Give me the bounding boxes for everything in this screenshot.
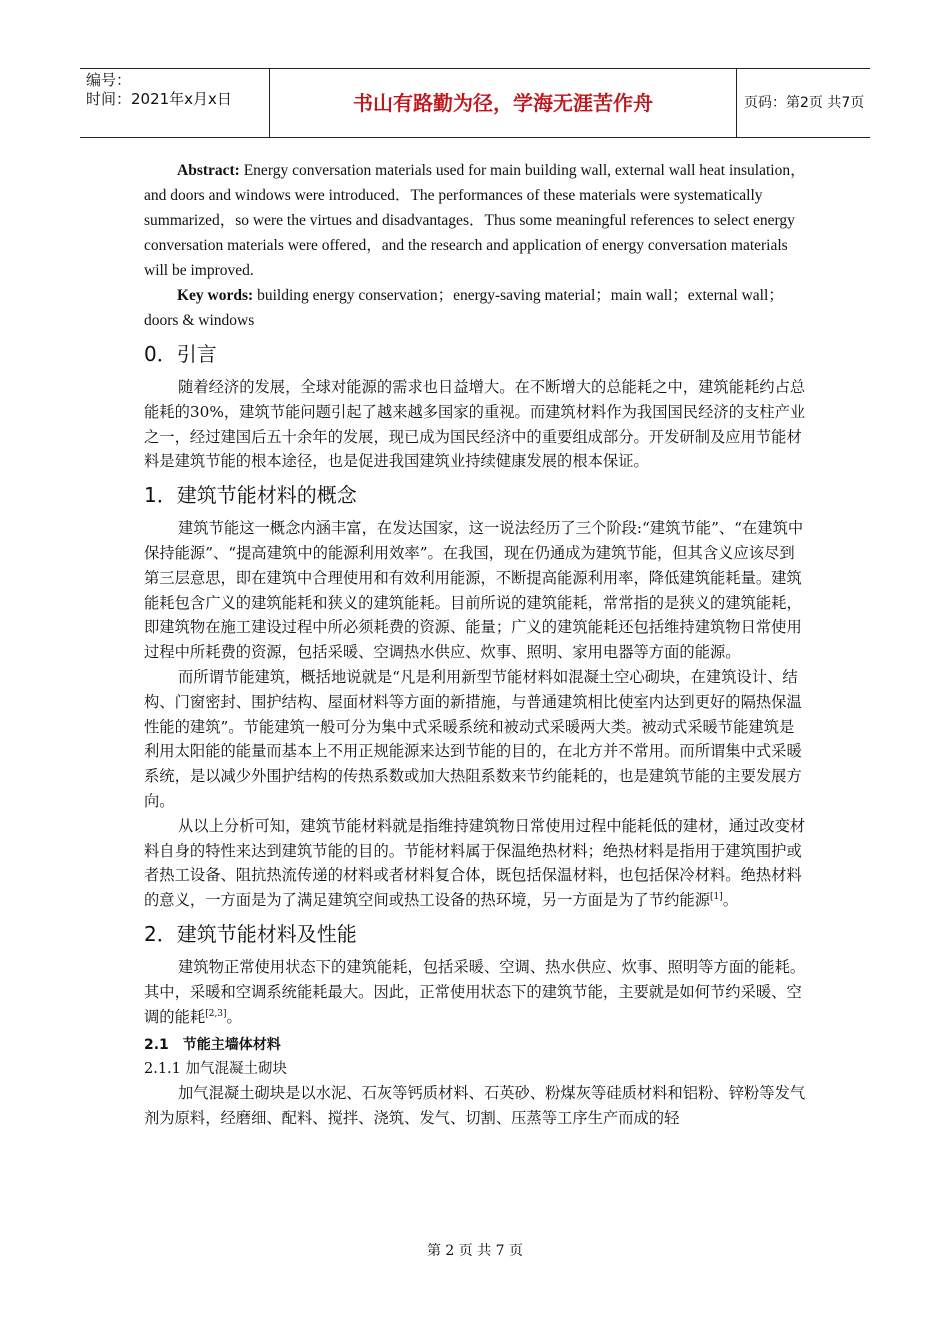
section-0-paragraph: 随着经济的发展，全球对能源的需求也日益增大。在不断增大的总能耗之中，建筑能耗约占总能耗的30%，建筑节能问题引起了越来越多国家的重视。而建筑材料作为我国国民经济的支柱产业之一，经过建国后五十余年的发展，现已成为国民经济中的重要组成部分。开发研制及应用节能材料是建筑节能的根本途径，也是促进我国建筑业持续健康发展的根本保证。 bbox=[144, 378, 806, 471]
page-footer: 第 2 页 共 7 页 bbox=[426, 1243, 524, 1259]
page-header bbox=[80, 68, 870, 138]
keywords-text: building energy conservation；energy-saving material；main wall；external wall；doors & windows bbox=[144, 287, 784, 329]
section-2-title: 2．建筑节能材料及性能 bbox=[144, 921, 357, 946]
s1p3-text: 从以上分析可知，建筑节能材料就是指维持建筑物日常使用过程中能耗低的建材，通过改变材料自身的特性来达到建筑节能的目的。节能材料属于保温绝热材料；绝热材料是指用于建筑围护或者热工设备、阻抗热流传递的材料或者材料复合体，既包括保温材料，也包括保冷材料。绝热材料的意义，一方面是为了满足建筑空间或热工设备的热环境，另一方面是为了节约能源 bbox=[144, 816, 806, 910]
subsection-2-1-title: 2.1 节能主墙体材料 bbox=[144, 1037, 281, 1054]
citation-2-3: [2,3] bbox=[205, 1008, 227, 1019]
section-2-paragraph-1 bbox=[144, 955, 809, 1029]
section-1-title: 1．建筑节能材料的概念 bbox=[144, 483, 357, 508]
abstract-label: Abstract: bbox=[177, 162, 240, 179]
document-body bbox=[144, 158, 809, 1131]
s2p1-end: 。 bbox=[226, 1007, 242, 1026]
section-1-paragraph-3 bbox=[144, 814, 809, 913]
section-0-title: 0．引言 bbox=[144, 342, 217, 366]
abstract bbox=[144, 158, 809, 283]
keywords-label: Key words: bbox=[177, 287, 254, 304]
keywords bbox=[144, 283, 809, 333]
header-motto: 书山有路勤为径，学海无涯苦作舟 bbox=[270, 69, 737, 137]
section-2-paragraph-2: 加气混凝土砌块是以水泥、石灰等钙质材料、石英砂、粉煤灰等硅质材料和铝粉、锌粉等发气剂为原料，经磨细、配料、搅拌、浇筑、发气、切割、压蒸等工序生产而成的轻 bbox=[144, 1084, 806, 1128]
subsection-2-1-1-title: 2.1.1 加气混凝土砌块 bbox=[144, 1061, 288, 1078]
section-1-paragraph-2: 而所谓节能建筑，概括地说就是“凡是利用新型节能材料如混凝土空心砌块，在建筑设计、结构、门窗密封、围护结构、屋面材料等方面的新措施，与普通建筑相比使室内达到更好的隔热保温性能的建筑”。节能建筑一般可分为集中式采暖系统和被动式采暖两大类。被动式采暖节能建筑是利用太阳能的能量而基本上不用正规能源来达到节能的目的，在北方并不常用。而所谓集中式采暖系统，是以减少外围护结构的传热系数或加大热阻系数来节约能耗的，也是建筑节能的主要发展方向。 bbox=[144, 667, 802, 810]
header-meta bbox=[80, 69, 270, 137]
abstract-text: Energy conversation materials used for main building wall, external wall heat insulation，and doors and windows were introduced．The performances of these materials were systematically summarized，so were the virtues and disadvantages．Thus some meaningful references to select energy conversation materials were offered，and the research and application of energy conversation materials will be improved. bbox=[144, 162, 806, 279]
s2p1-text: 建筑物正常使用状态下的建筑能耗，包括采暖、空调、热水供应、炊事、照明等方面的能耗。其中，采暖和空调系统能耗最大。因此，正常使用状态下的建筑节能，主要就是如何节约采暖、空调的能耗 bbox=[144, 957, 806, 1026]
section-1-paragraph-1: 建筑节能这一概念内涵丰富，在发达国家，这一说法经历了三个阶段:“建筑节能”、“在建筑中保持能源”、“提高建筑中的能源利用效率”。在我国，现在仍通成为建筑节能，但其含义应该尽到第三层意思，即在建筑中合理使用和有效利用能源，不断提高能源利用率，降低建筑能耗量。建筑能耗包含广义的建筑能耗和狭义的建筑能耗。目前所说的建筑能耗，常常指的是狭义的建筑能耗，即建筑物在施工建设过程中所必须耗费的资源、能量；广义的建筑能耗还包括维持建筑物日常使用过程中所耗费的资源，包括采暖、空调热水供应、炊事、照明、家用电器等方面的能源。 bbox=[144, 519, 804, 662]
citation-1: [1] bbox=[710, 892, 723, 903]
header-page: 页码：第2页 共7页 bbox=[744, 95, 865, 111]
header-time: 时间：2021年x月x日 bbox=[86, 90, 232, 108]
s1p3-end: 。 bbox=[722, 891, 739, 910]
header-number: 编号： bbox=[86, 71, 132, 89]
